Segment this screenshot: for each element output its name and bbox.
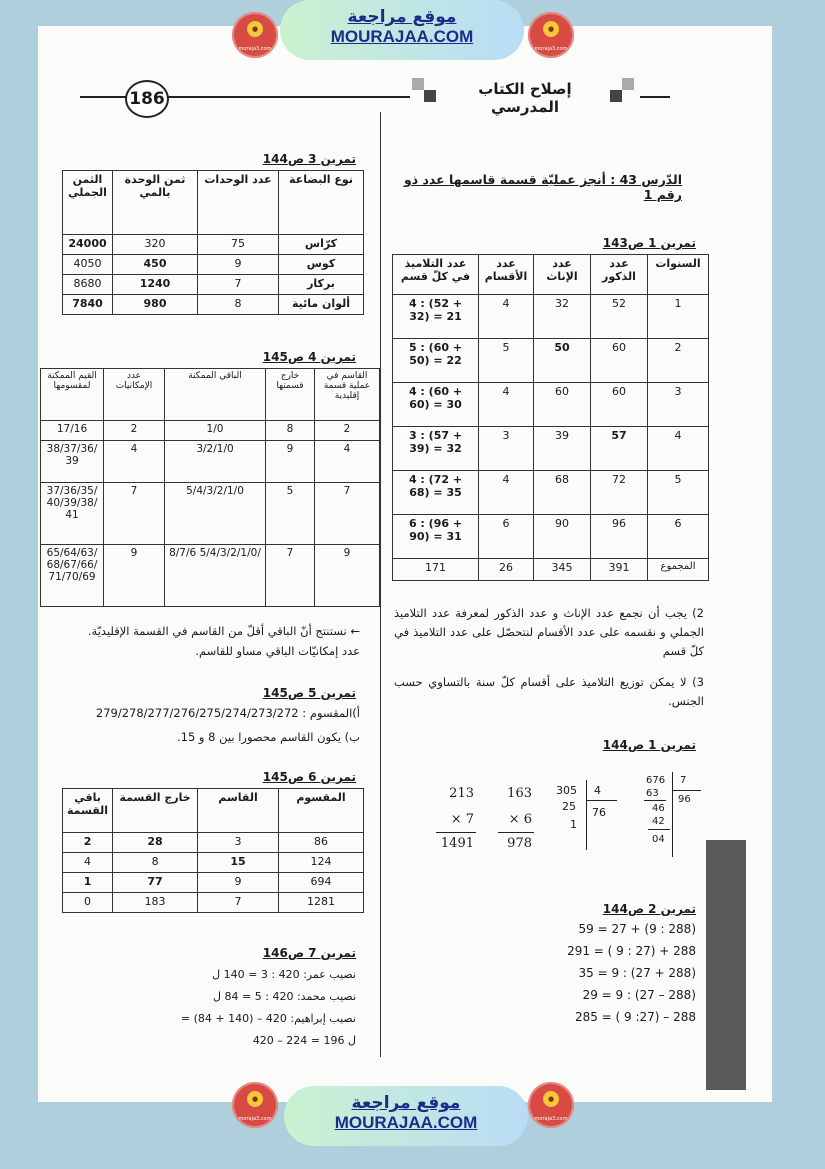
div2-step3: 42 bbox=[652, 816, 665, 827]
div2-hline bbox=[673, 790, 701, 791]
table-row: 2 8 1/0 2 17/16 bbox=[41, 421, 380, 441]
logo-icon: ● bbox=[247, 21, 263, 37]
deco-square bbox=[412, 78, 424, 90]
div1-hline bbox=[587, 800, 617, 801]
lesson-title: الدّرس 43 : أنجز عمليّة قسمة قاسمها عدد ذو رقم 1 bbox=[403, 172, 682, 202]
table-row: 2 60 50 5 5 : (60 + 50) = 22 bbox=[393, 339, 709, 383]
page-title: إصلاح الكتاب المدرسي bbox=[478, 80, 572, 116]
table-row: 5 72 68 4 4 : (72 + 68) = 35 bbox=[393, 471, 709, 515]
div2-vline bbox=[672, 772, 673, 857]
mult1-result: 1491 bbox=[440, 836, 474, 851]
deco-square bbox=[424, 90, 436, 102]
ex7-line: نصيب إبراهيم: 420 – (140 + 84) = bbox=[180, 1012, 356, 1025]
header-rule-right bbox=[640, 96, 670, 98]
ex2-144-title: تمرين 2 ص144 bbox=[602, 902, 696, 916]
equation-line: 35 = 9 : (27 + 288) bbox=[578, 966, 696, 980]
div2-divisor: 7 bbox=[680, 775, 687, 786]
ex7-line: نصيب محمد: 420 : 5 = 84 ل bbox=[213, 990, 356, 1003]
banner-arabic: موقع مراجعة bbox=[347, 7, 457, 27]
equation-line: 285 = ( 9 :27) – 288 bbox=[574, 1010, 696, 1024]
column-divider bbox=[380, 112, 381, 1057]
table-row: كرّاس 75 320 24000 bbox=[63, 235, 364, 255]
ex7-title: تمرين 7 ص146 bbox=[262, 946, 356, 960]
banner-arabic: موقع مراجعة bbox=[351, 1093, 461, 1113]
table-row: بركار 7 1240 8680 bbox=[63, 275, 364, 295]
ex3-title: تمرين 3 ص144 bbox=[262, 152, 356, 166]
ex4-table bbox=[40, 368, 380, 607]
ex7-line: نصيب عمر: 420 : 3 = 140 ل bbox=[212, 968, 356, 981]
side-gray-bar bbox=[706, 840, 746, 1090]
div1-sub: 25 bbox=[562, 800, 576, 813]
table-row: كوس 9 450 4050 bbox=[63, 255, 364, 275]
equation-line: 291 = ( 9 : 27) + 288 bbox=[567, 944, 696, 958]
ex5-line-2: ب) يكون القاسم محصورا بين 8 و 15. bbox=[176, 730, 360, 744]
table-header-row: السنوات عدد الذكور عدد الإناث عدد الأقسام عدد التلاميذ في كلّ قسم bbox=[393, 255, 709, 295]
site-badge-left-bottom[interactable]: ● moraja3.com bbox=[232, 1082, 278, 1128]
mult2-result: 978 bbox=[507, 836, 532, 851]
ex5-title: تمرين 5 ص145 bbox=[262, 686, 356, 700]
div1-vline bbox=[586, 780, 587, 850]
site-banner-bottom[interactable] bbox=[284, 1086, 528, 1146]
banner-latin: MOURAJAA.COM bbox=[330, 27, 474, 46]
table-row: 3 60 60 4 4 : (60 + 60) = 30 bbox=[393, 383, 709, 427]
deco-square bbox=[610, 90, 622, 102]
ex1-note-3: 3) لا يمكن توزيع التلاميذ على أقسام كلّ سنة بالتساوي حسب الجنس. bbox=[394, 675, 704, 708]
site-banner-top[interactable] bbox=[280, 0, 524, 60]
logo-icon: ● bbox=[543, 1091, 559, 1107]
ex6-table bbox=[62, 788, 364, 913]
ex4-note-2: عدد إمكانيّات الباقي مساو للقاسم. bbox=[195, 644, 360, 658]
div2-step2: 46 bbox=[652, 803, 665, 814]
table-row: 4 57 39 3 3 : (57 + 39) = 32 bbox=[393, 427, 709, 471]
ex6-title: تمرين 6 ص145 bbox=[262, 770, 356, 784]
div1-quotient: 76 bbox=[592, 806, 606, 819]
header-rule-left bbox=[80, 96, 128, 98]
ex2-144-lines bbox=[520, 918, 696, 1028]
table-row: ألوان مائية 8 980 7840 bbox=[63, 295, 364, 315]
div2-rule2 bbox=[648, 829, 670, 830]
mult2-rule bbox=[498, 832, 534, 833]
table-row: 86 3 28 2 bbox=[63, 833, 364, 853]
table-header-row: القاسم في عملية قسمة إقليدية خارج قسمتها الباقي الممكنة عدد الإمكانيات القيم الممكنة لمقسومها bbox=[41, 369, 380, 421]
ex5-line-1: أ)المقسوم : 279/278/277/276/275/274/273/272 bbox=[95, 706, 360, 720]
table-total-row: المجموع 391 345 26 171 bbox=[393, 559, 709, 581]
logo-icon: ● bbox=[543, 21, 559, 37]
mult1-b: × 7 bbox=[450, 812, 474, 827]
mult2-b: × 6 bbox=[508, 812, 532, 827]
table-row: 9 7 /5/4/3/2/1/0 8/7/6 9 /65/64/63 /68/67/66 71/70/69 bbox=[41, 545, 380, 607]
table-header-row: نوع البضاعة عدد الوحدات ثمن الوحدة بالمي الثمن الجملي bbox=[63, 171, 364, 235]
table-row: 6 96 90 6 6 : (96 + 90) = 31 bbox=[393, 515, 709, 559]
table-row: 694 9 77 1 bbox=[63, 873, 364, 893]
div1-remainder: 1 bbox=[570, 818, 577, 831]
ex1-note-2: 2) يجب أن نجمع عدد الإناث و عدد الذكور لمعرفة عدد التلاميذ الجملي و نقسمه على عدد الأقسام لنتحصّل على عدد التلاميذ في كلّ قسم bbox=[394, 606, 704, 658]
logo-icon: ● bbox=[247, 1091, 263, 1107]
ex1-title: تمرين 1 ص143 bbox=[602, 236, 696, 250]
equation-line: 29 = 9 : (27 – 288) bbox=[582, 988, 696, 1002]
ex7-lines bbox=[150, 964, 356, 1052]
div1-divisor: 4 bbox=[594, 784, 601, 797]
equation-line: 59 = 27 + (9 : 288) bbox=[578, 922, 696, 936]
ex3-table bbox=[62, 170, 364, 315]
site-badge-left[interactable]: ● moraja3.com bbox=[232, 12, 278, 58]
banner-latin: MOURAJAA.COM bbox=[334, 1113, 478, 1132]
ex4-note-1: ← نستنتج أنّ الباقي أقلّ من القاسم في القسمة الإقليديّة. bbox=[87, 624, 360, 638]
header-rule-mid bbox=[165, 96, 410, 98]
div1-dividend: 305 bbox=[556, 784, 577, 797]
table-row: 1281 7 183 0 bbox=[63, 893, 364, 913]
ex7-line: 420 – 224 = 196 ل bbox=[252, 1034, 356, 1047]
table-row: 7 5 5/4/3/2/1/0 7 /37/36/35 /40/39/38 41 bbox=[41, 483, 380, 545]
ex1-144-title: تمرين 1 ص144 bbox=[602, 738, 696, 752]
mult1-a: 213 bbox=[449, 786, 474, 801]
table-row: 124 15 8 4 bbox=[63, 853, 364, 873]
site-badge-right[interactable]: ● moraja3.com bbox=[528, 12, 574, 58]
table-row: 1 52 32 4 4 : (52 + 32) = 21 bbox=[393, 295, 709, 339]
div2-quotient: 96 bbox=[678, 794, 691, 805]
mult1-rule bbox=[436, 832, 476, 833]
div2-dividend: 676 bbox=[646, 775, 666, 786]
ex4-title: تمرين 4 ص145 bbox=[262, 350, 356, 364]
mult2-a: 163 bbox=[507, 786, 532, 801]
table-header-row: المقسوم القاسم خارج القسمة باقي القسمة bbox=[63, 789, 364, 833]
div2-rule1 bbox=[644, 800, 666, 801]
div2-remainder: 04 bbox=[652, 834, 665, 845]
page-number: 186 bbox=[125, 80, 169, 118]
deco-square bbox=[622, 78, 634, 90]
table-row: 4 9 3/2/1/0 4 /38/37/36 39 bbox=[41, 441, 380, 483]
ex1-table bbox=[392, 254, 709, 581]
div2-step1: 63 bbox=[646, 788, 659, 799]
site-badge-right-bottom[interactable]: ● moraja3.com bbox=[528, 1082, 574, 1128]
